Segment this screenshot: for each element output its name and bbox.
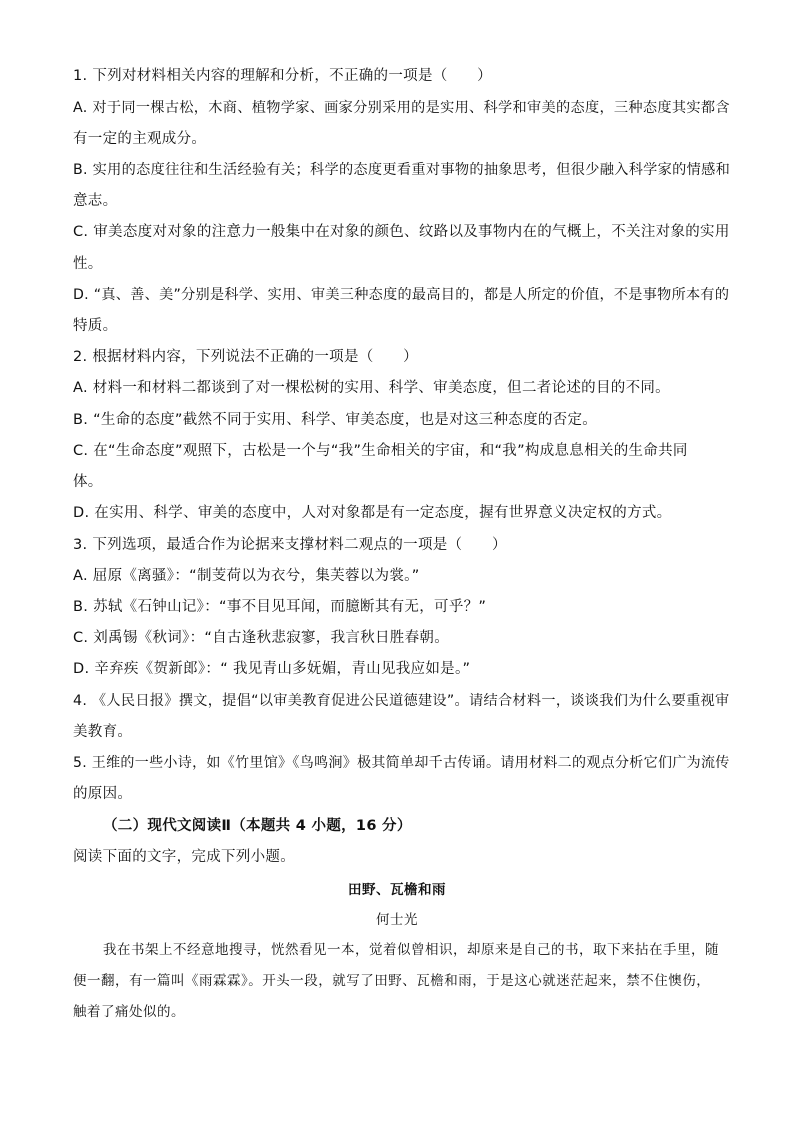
q4-line1: 4. 《人民日报》撰文，提倡“以审美教育促进公民道德建设”。请结合材料一，谈谈我们为什么要重视审 <box>73 693 730 709</box>
article-paragraph-line3: 触着了痛处似的。 <box>73 1004 185 1020</box>
section-heading: （二）现代文阅读Ⅱ（本题共 4 小题，16 分） <box>103 818 412 834</box>
q1-stem: 1. 下列对材料相关内容的理解和分析，不正确的一项是（ ） <box>73 68 492 84</box>
q3-option-d: D. 辛弃疾《贺新郎》：“ 我见青山多妩媚，青山见我应如是。” <box>73 661 471 677</box>
q3-stem: 3. 下列选项，最适合作为论据来支撑材料二观点的一项是（ ） <box>73 537 507 553</box>
q2-option-d: D. 在实用、科学、审美的态度中，人对对象都是有一定态度，握有世界意义决定权的方式。 <box>73 505 672 521</box>
q1-option-a-line1: A. 对于同一棵古松，木商、植物学家、画家分别采用的是实用、科学和审美的态度，三种态度其实都含 <box>73 100 730 116</box>
article-title: 田野、瓦檐和雨 <box>348 882 446 898</box>
q3-option-b: B. 苏轼《石钟山记》：“事不目见耳闻，而臆断其有无，可乎？” <box>73 599 487 615</box>
q2-option-a: A. 材料一和材料二都谈到了对一棵松树的实用、科学、审美态度，但二者论述的目的不同。 <box>73 380 670 396</box>
q5-line1: 5. 王维的一些小诗，如《竹里馆》《鸟鸣涧》极其简单却千古传诵。请用材料二的观点分析它们广为流传 <box>73 755 730 771</box>
article-paragraph-line2: 便一翻，有一篇叫《雨霖霖》。开头一段，就写了田野、瓦檐和雨，于是这心就迷茫起来，禁不住懊伤， <box>73 973 711 989</box>
q2-stem: 2. 根据材料内容，下列说法不正确的一项是（ ） <box>73 349 418 365</box>
q2-option-c-line2: 体。 <box>73 474 103 490</box>
q1-option-d-line2: 特质。 <box>73 318 118 334</box>
section-instruction: 阅读下面的文字，完成下列小题。 <box>73 849 295 865</box>
q3-option-c: C. 刘禹锡《秋词》：“自古逢秋悲寂寥，我言秋日胜春朝。 <box>73 630 450 646</box>
q1-option-d-line1: D. “真、善、美”分别是科学、实用、审美三种态度的最高目的，都是人所定的价值，不是事物所本有的 <box>73 287 730 303</box>
q5-line2: 的原因。 <box>73 786 133 802</box>
q1-option-c-line1: C. 审美态度对对象的注意力一般集中在对象的颜色、纹路以及事物内在的气概上，不关注对象的实用 <box>73 224 730 240</box>
q1-option-b-line1: B. 实用的态度往往和生活经验有关；科学的态度更看重对事物的抽象思考，但很少融入科学家的情感和 <box>73 162 731 178</box>
article-author: 何士光 <box>376 912 418 928</box>
q3-option-a: A. 屈原《离骚》：“制芰荷以为衣兮，集芙蓉以为裳。” <box>73 568 420 584</box>
q2-option-b: B. “生命的态度”截然不同于实用、科学、审美态度，也是对这三种态度的否定。 <box>73 412 598 428</box>
q4-line2: 美教育。 <box>73 724 133 740</box>
q2-option-c-line1: C. 在“生命态度”观照下，古松是一个与“我”生命相关的宇宙，和“我”构成息息相关的生命共同 <box>73 443 688 459</box>
article-paragraph-line1: 我在书架上不经意地搜寻，恍然看见一本，觉着似曾相识，却原来是自己的书，取下来拈在手里，随 <box>103 942 719 958</box>
q1-option-c-line2: 性。 <box>73 256 103 272</box>
q1-option-b-line2: 意志。 <box>73 193 118 209</box>
q1-option-a-line2: 有一定的主观成分。 <box>73 131 207 147</box>
